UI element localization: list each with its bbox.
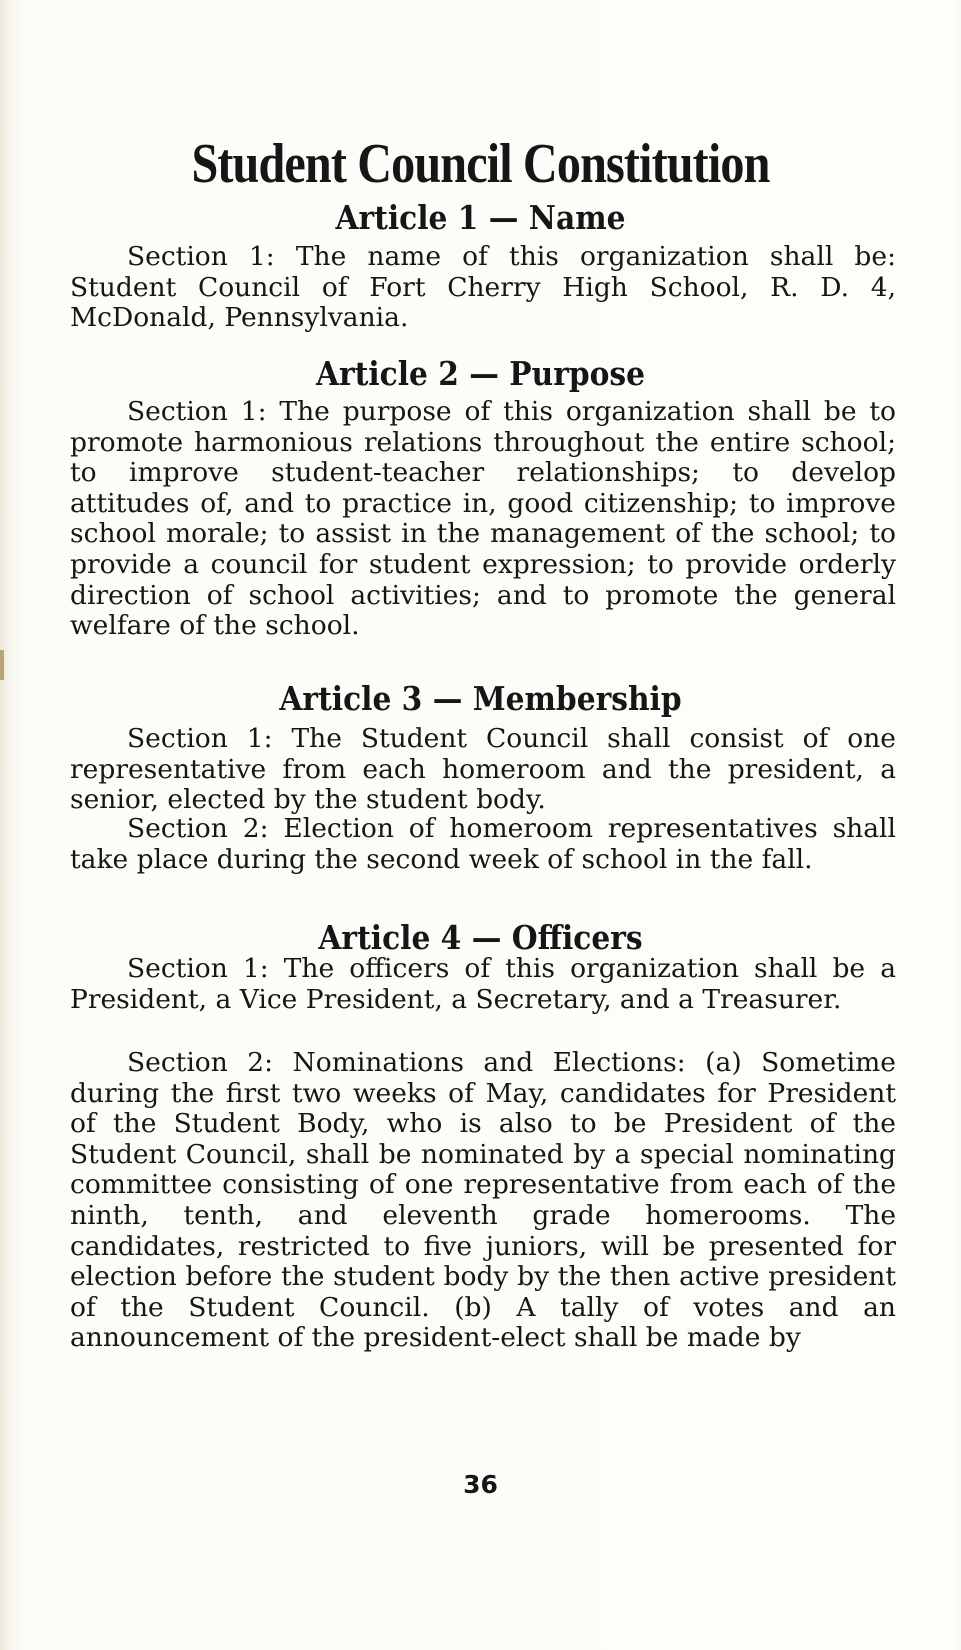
article-4-heading: Article 4 — Officers — [318, 918, 643, 957]
article-4-section-2-text: Section 2: Nominations and Elections: (a) Sometime during the first two weeks of May, candidates for President of the Student Body, who is also to be President of the Student Council, shall be nominated by a special nominating committee consisting of one representative from each of the ninth, tenth, and eleventh grade homerooms. The candidates, restricted to five juniors, will be presented for election before the student body by the then active president of the Student Council. (b) A tally of votes and an announcement of the president-elect shall be made by — [70, 1047, 896, 1354]
article-3-section-1 — [70, 724, 896, 816]
article-4-section-1-text: Section 1: The officers of this organization shall be a President, a Vice President, a Secretary, and a Treasurer. — [70, 953, 896, 1015]
article-3-heading: Article 3 — Membership — [279, 679, 682, 718]
document-title: Student Council Constitution — [191, 133, 770, 195]
article-4-section-2 — [70, 1048, 896, 1354]
article-2-section-1-text: Section 1: The purpose of this organization shall be to promote harmonious relations throughout the entire school; to improve student-teacher relationships; to develop attitudes of, and to practice in, good citizenship; to improve school morale; to assist in the management of the school; to provide a council for student expression; to provide orderly direction of school activities; and to promote the general welfare of the school. — [70, 396, 896, 642]
article-3-section-2-text: Section 2: Election of homeroom representatives shall take place during the second week of school in the fall. — [70, 813, 896, 875]
page-number: 36 — [463, 1470, 498, 1499]
article-1-heading: Article 1 — Name — [335, 198, 626, 237]
article-3-section-2 — [70, 814, 896, 875]
article-1-section-1-text: Section 1: The name of this organization shall be: Student Council of Fort Cherry High School, R. D. 4, McDonald, Pennsylvania. — [70, 241, 896, 334]
article-2-section-1 — [70, 397, 896, 642]
binding-edge-mark — [0, 650, 4, 680]
article-2-heading: Article 2 — Purpose — [315, 354, 646, 393]
article-3-section-1-text: Section 1: The Student Council shall consist of one representative from each homeroom and the president, a senior, elected by the student body. — [70, 723, 896, 816]
article-4-section-1 — [70, 954, 896, 1015]
article-1-section-1 — [70, 242, 896, 334]
